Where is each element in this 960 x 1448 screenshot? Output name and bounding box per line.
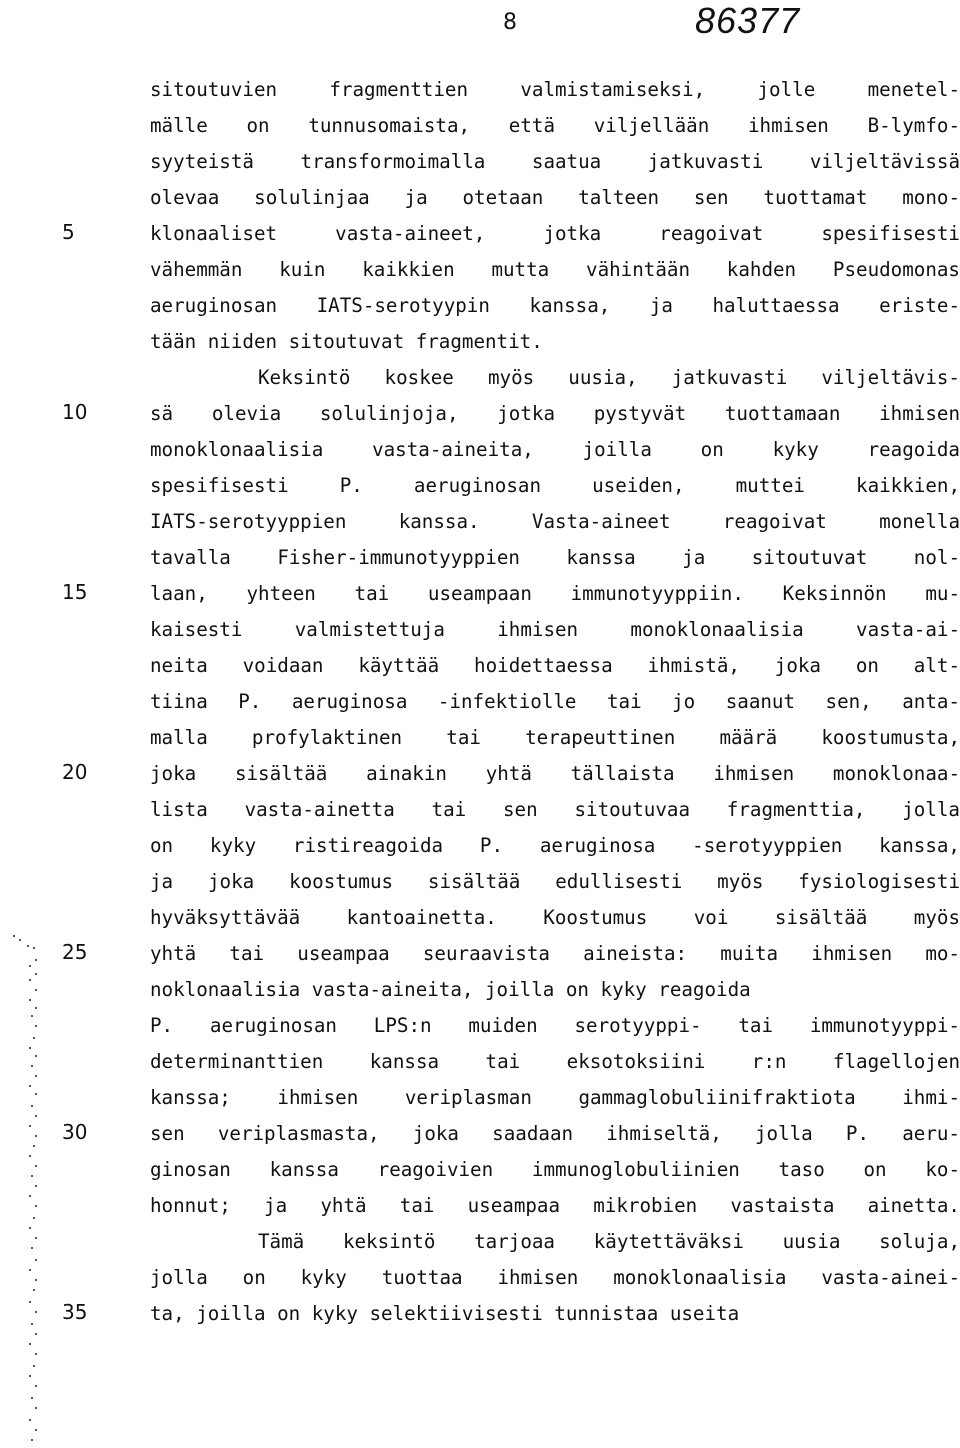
text-line: jolla on kyky tuottaa ihmisen monoklonaalisia vasta-ainei- (150, 1266, 960, 1289)
line-number-25: 25 (62, 940, 88, 964)
text-line: P. aeruginosan LPS:n muiden serotyyppi- tai immunotyyppi- (150, 1014, 960, 1037)
text-line: olevaa solulinjaa ja otetaan talteen sen tuottamat mono- (150, 186, 960, 209)
text-line: vähemmän kuin kaikkien mutta vähintään kahden Pseudomonas (150, 258, 960, 281)
text-line: sä olevia solulinjoja, jotka pystyvät tuottamaan ihmisen (150, 402, 960, 425)
text-line: neita voidaan käyttää hoidettaessa ihmistä, joka on alt- (150, 654, 960, 677)
text-line: ja joka koostumus sisältää edullisesti myös fysiologisesti (150, 870, 960, 893)
text-line: honnut; ja yhtä tai useampaa mikrobien vastaista ainetta. (150, 1194, 960, 1217)
text-line: aeruginosan IATS-serotyypin kanssa, ja haluttaessa eriste- (150, 294, 960, 317)
text-line: tiina P. aeruginosa -infektiolle tai jo saanut sen, anta- (150, 690, 960, 713)
text-line: Tämä keksintö tarjoaa käytettäväksi uusia soluja, (258, 1230, 960, 1253)
text-line: hyväksyttävää kantoainetta. Koostumus voi sisältää myös (150, 906, 960, 929)
line-number-5: 5 (62, 220, 75, 244)
text-line: monoklonaalisia vasta-aineita, joilla on kyky reagoida (150, 438, 960, 461)
line-number-30: 30 (62, 1120, 88, 1144)
line-number-35: 35 (62, 1300, 88, 1324)
line-number-20: 20 (62, 760, 88, 784)
text-line: laan, yhteen tai useampaan immunotyyppiin. Keksinnön mu- (150, 582, 960, 605)
text-line: tavalla Fisher-immunotyyppien kanssa ja sitoutuvat nol- (150, 546, 960, 569)
text-line: kaisesti valmistettuja ihmisen monoklonaalisia vasta-ai- (150, 618, 960, 641)
text-line: Keksintö koskee myös uusia, jatkuvasti viljeltävis- (258, 366, 960, 389)
margin-dot-pattern (0, 930, 55, 1448)
text-line: sen veriplasmasta, joka saadaan ihmiseltä, jolla P. aeru- (150, 1122, 960, 1145)
text-line: noklonaalisia vasta-aineita, joilla on kyky reagoida (150, 978, 751, 1001)
text-line: klonaaliset vasta-aineet, jotka reagoivat spesifisesti (150, 222, 960, 245)
text-line: mälle on tunnusomaista, että viljellään ihmisen B-lymfo- (150, 114, 960, 137)
text-line: syyteistä transformoimalla saatua jatkuvasti viljeltävissä (150, 150, 960, 173)
line-number-15: 15 (62, 580, 88, 604)
page-number: 8 (503, 10, 517, 35)
text-line: determinanttien kanssa tai eksotoksiini r:n flagellojen (150, 1050, 960, 1073)
text-line: on kyky ristireagoida P. aeruginosa -serotyyppien kanssa, (150, 834, 960, 857)
text-line: malla profylaktinen tai terapeuttinen määrä koostumusta, (150, 726, 960, 749)
line-number-10: 10 (62, 400, 88, 424)
document-number: 86377 (695, 0, 801, 41)
text-line: yhtä tai useampaa seuraavista aineista: muita ihmisen mo- (150, 942, 960, 965)
text-line: ta, joilla on kyky selektiivisesti tunnistaa useita (150, 1302, 740, 1325)
text-line: spesifisesti P. aeruginosan useiden, muttei kaikkien, (150, 474, 960, 497)
text-line: kanssa; ihmisen veriplasman gammaglobuliinifraktiota ihmi- (150, 1086, 960, 1109)
text-line: tään niiden sitoutuvat fragmentit. (150, 330, 543, 353)
text-line: joka sisältää ainakin yhtä tällaista ihmisen monoklonaa- (150, 762, 960, 785)
text-line: IATS-serotyyppien kanssa. Vasta-aineet reagoivat monella (150, 510, 960, 533)
text-line: sitoutuvien fragmenttien valmistamiseksi, jolle menetel- (150, 78, 960, 101)
text-line: lista vasta-ainetta tai sen sitoutuvaa fragmenttia, jolla (150, 798, 960, 821)
text-line: ginosan kanssa reagoivien immunoglobuliinien taso on ko- (150, 1158, 960, 1181)
